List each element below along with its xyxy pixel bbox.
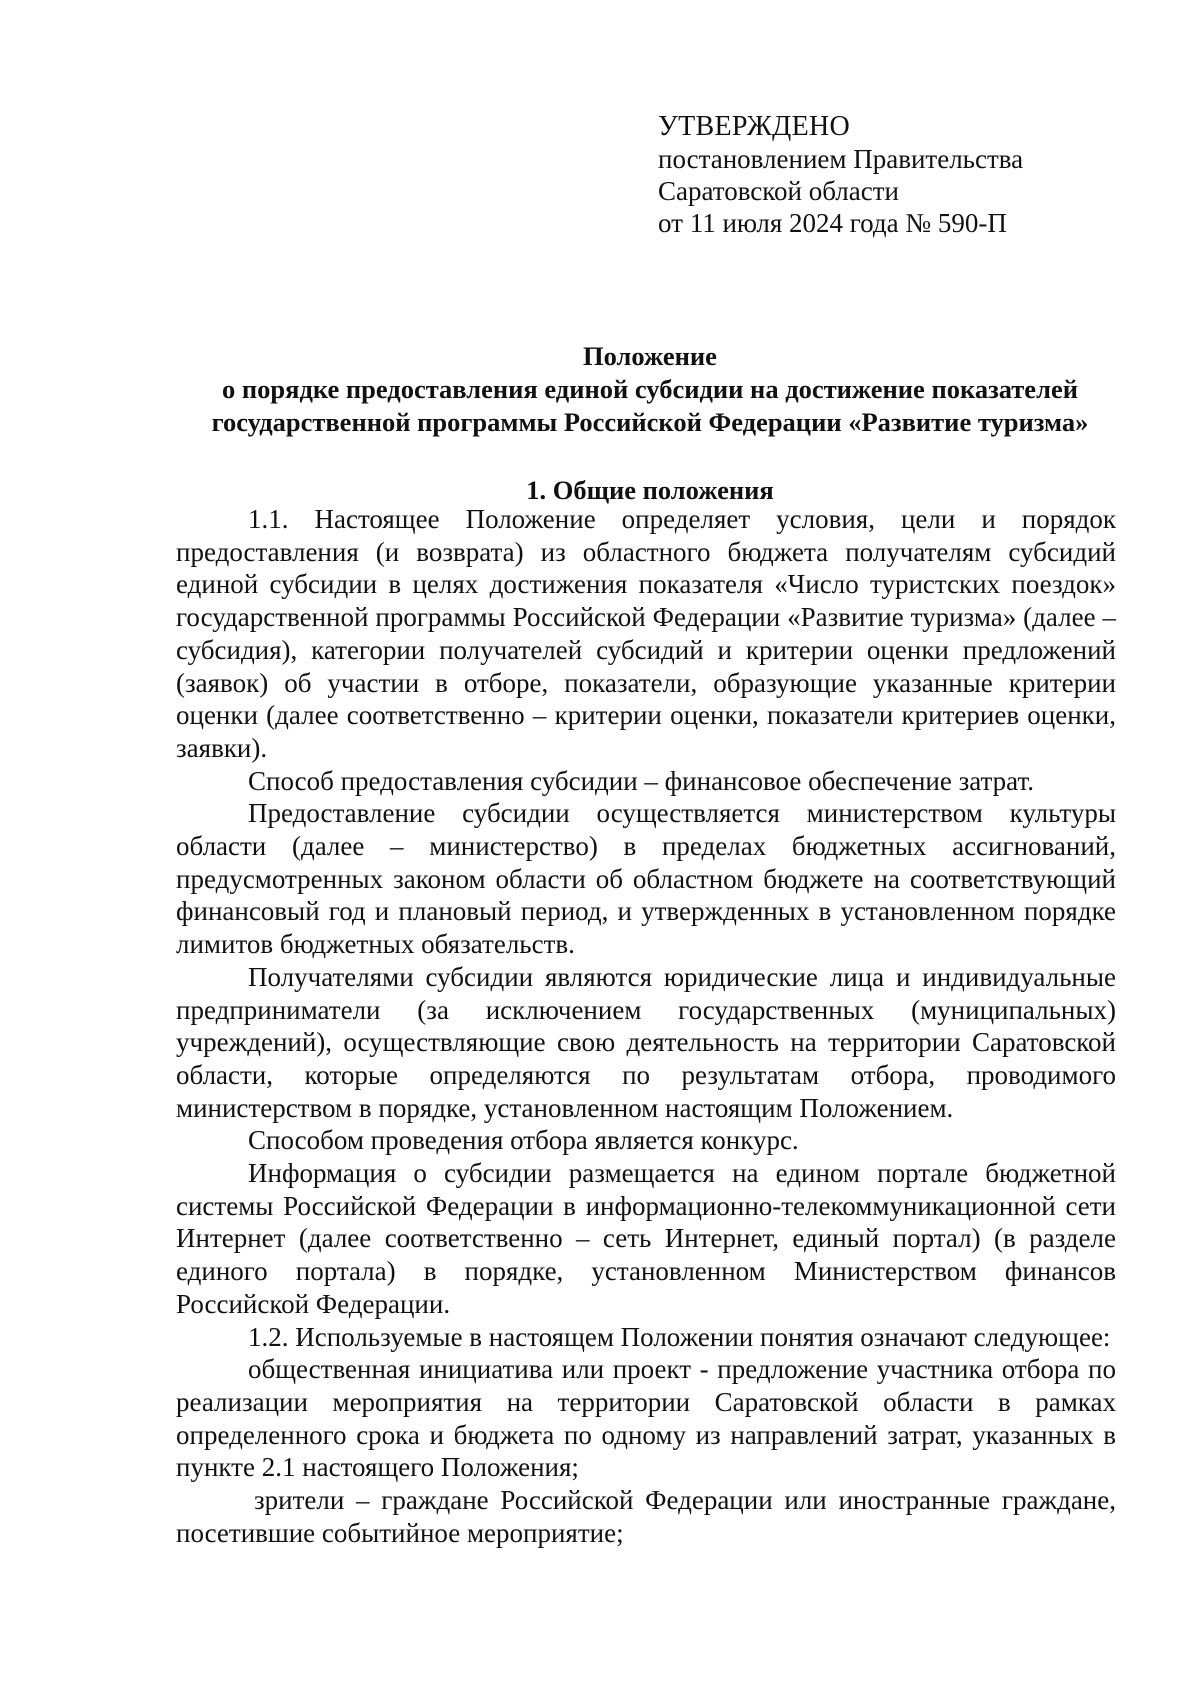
approval-block	[658, 111, 1118, 239]
paragraph-1-2: 1.2. Используемые в настоящем Положении понятия означают следующее:	[248, 1321, 1111, 1352]
paragraph-1-1: 1.1. Настоящее Положение определяет условия, цели и порядок предоставления (и возврата) из областного бюджета получателям субсидий единой субсидии в целях достижения показателя «Число туристских поездок» государственной программы Российской Федерации «Развитие туризма» (далее – субсидия), категории получателей субсидий и критерии оценки предложений (заявок) об участии в отборе, показатели, образующие указанные критерии оценки (далее соответственно – критерии оценки, показатели критериев оценки, заявки).	[176, 504, 1116, 763]
approval-line-2: Саратовской области	[658, 176, 899, 206]
paragraph-definition-spectators: зрители – граждане Российской Федерации или иностранные граждане, посетившие событийное мероприятие;	[176, 1485, 1116, 1548]
paragraph-method: Способ предоставления субсидии – финансовое обеспечение затрат.	[248, 765, 1034, 796]
approval-line-3: от 11 июля 2024 года № 590-П	[658, 208, 1007, 238]
approval-line-1: постановлением Правительства	[658, 144, 1024, 174]
title-line-3: государственной программы Российской Федерации «Развитие туризма»	[211, 407, 1089, 437]
paragraph-recipients: Получателями субсидии являются юридические лица и индивидуальные предприниматели (за исключением государственных (муниципальных) учреждений), осуществляющие свою деятельность на территории Саратовской области, которые определяются по результатам отбора, проводимого министерством в порядке, установленном настоящим Положением.	[176, 961, 1116, 1123]
title-line-1: Положение	[583, 341, 717, 371]
paragraph-definition-initiative: общественная инициатива или проект - предложение участника отбора по реализации мероприятия на территории Саратовской области в рамках определенного срока и бюджета по одному из направлений затрат, указанных в пункте 2.1 настоящего Положения;	[176, 1354, 1116, 1483]
section-body	[176, 503, 1116, 1550]
approval-stamp: УТВЕРЖДЕНО	[658, 111, 851, 142]
section-heading: 1. Общие положения	[526, 475, 774, 505]
document-title	[100, 340, 1200, 439]
title-line-2: о порядке предоставления единой субсидии на достижение показателей	[222, 374, 1078, 404]
paragraph-information: Информация о субсидии размещается на едином портале бюджетной системы Российской Федерации в информационно-телекоммуникационной сети Интернет (далее соответственно – сеть Интернет, единый портал) (в разделе единого портала) в порядке, установленном Министерством финансов Российской Федерации.	[176, 1158, 1116, 1319]
paragraph-selection-method: Способом проведения отбора является конкурс.	[248, 1125, 799, 1156]
paragraph-provider: Предоставление субсидии осуществляется министерством культуры области (далее – министерство) в пределах бюджетных ассигнований, предусмотренных законом области об областном бюджете на соответствующий финансовый год и плановый период, и утвержденных в установленном порядке лимитов бюджетных обязательств.	[176, 798, 1116, 960]
